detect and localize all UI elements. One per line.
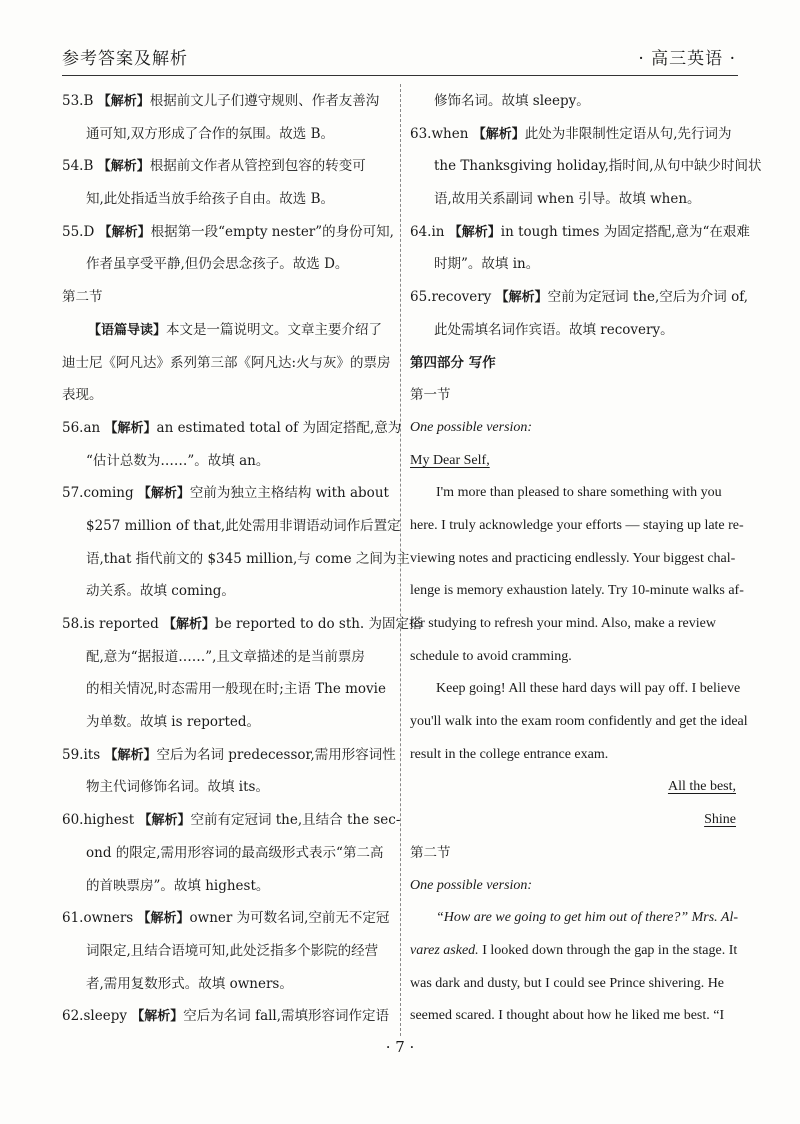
answer-56-line-1: 56.an 【解析】an estimated total of 为固定搭配,意为 [62, 419, 402, 436]
passage-guide-line-3: 表现。 [62, 387, 103, 404]
story-line-3: was dark and dusty, but I could see Prince shivering. He [410, 975, 725, 991]
answer-54-line-1: 54.B 【解析】根据前文作者从管控到包容的转变可 [62, 158, 366, 175]
answer-59-line-1: 59.its 【解析】空后为名词 predecessor,需用形容词性 [62, 746, 396, 763]
answer-57-line-2: $257 million of that,此处需用非谓语动词作后置定 [86, 517, 401, 534]
answer-53-line-1: 53.B 【解析】根据前文儿子们遵守规则、作者友善沟 [62, 93, 380, 109]
letter-signature: Shine [704, 812, 736, 828]
section-2-title: 第二节 [62, 289, 103, 306]
story-line-4: seemed scared. I thought about how he liked me best. “I [410, 1008, 725, 1024]
answer-63-line-2: the Thanksgiving holiday,指时间,从句中缺少时间状 [434, 158, 762, 175]
answer-62-line-2: 修饰名词。故填 sleepy。 [434, 93, 590, 109]
letter-line-2: here. I truly acknowledge your efforts — staying up late re- [410, 517, 744, 533]
letter-line-8: you'll walk into the exam room confidently and get the ideal [410, 714, 748, 730]
answer-65-line-1: 65.recovery 【解析】空前为定冠词 the,空后为介词 of, [410, 289, 749, 306]
answer-57-line-1: 57.coming 【解析】空前为独立主格结构 with about [62, 485, 389, 502]
letter-closing: All the best, [667, 779, 736, 795]
letter-line-1: I'm more than pleased to share something with you [436, 485, 722, 501]
answer-54-line-2: 知,此处指适当放手给孩子自由。故选 B。 [86, 191, 335, 208]
story-line-1: “How are we going to get him out of there?” Mrs. Al- [436, 910, 739, 926]
left-column [62, 85, 423, 1033]
answer-59-line-2: 物主代词修饰名词。故填 its。 [86, 779, 269, 796]
answer-61-line-1: 61.owners 【解析】owner 为可数名词,空前无不定冠 [62, 910, 390, 927]
header-rule [62, 75, 738, 76]
answer-55-line-1: 55.D 【解析】根据第一段“empty nester”的身份可知, [62, 223, 394, 240]
answer-57-line-3: 语,that 指代前文的 $345 million,与 come 之间为主 [86, 550, 410, 567]
letter-line-6: schedule to avoid cramming. [410, 648, 572, 664]
letter-line-9: result in the college entrance exam. [410, 746, 609, 762]
answer-60-line-2: ond 的限定,需用形容词的最高级形式表示“第二高 [86, 844, 384, 861]
answer-55-line-2: 作者虽享受平静,但仍会思念孩子。故选 D。 [86, 256, 349, 273]
answer-58-line-3: 的相关情况,时态需用一般现在时;主语 The movie [86, 681, 386, 698]
answer-61-line-2: 词限定,且结合语境可知,此处泛指多个影院的经营 [86, 942, 379, 959]
passage-guide-line-1: 【语篇导读】本文是一篇说明文。文章主要介绍了 [88, 321, 383, 338]
answer-60-line-1: 60.highest 【解析】空前有定冠词 the,且结合 the sec- [62, 812, 401, 829]
part-4-title: 第四部分 写作 [410, 354, 496, 371]
version-label-1: One possible version: [410, 419, 533, 435]
letter-line-4: lenge is memory exhaustion lately. Try 10-minute walks af- [410, 583, 744, 599]
letter-line-7: Keep going! All these hard days will pay off. I believe [436, 681, 741, 697]
passage-guide-line-2: 迪士尼《阿凡达》系列第三部《阿凡达:火与灰》的票房 [62, 354, 391, 371]
answer-63-line-3: 语,故用关系副词 when 引导。故填 when。 [434, 191, 701, 208]
answer-60-line-3: 的首映票房”。故填 highest。 [86, 877, 270, 894]
answer-58-line-4: 为单数。故填 is reported。 [86, 714, 261, 731]
answer-61-line-3: 者,需用复数形式。故填 owners。 [86, 975, 293, 992]
letter-line-3: viewing notes and practicing endlessly. Your biggest chal- [410, 550, 736, 566]
answer-58-line-1: 58.is reported 【解析】be reported to do sth. 为固定搭 [62, 616, 423, 632]
page-number: · 7 · [385, 1038, 415, 1056]
story-line-2: varez asked. I looked down through the gap in the stage. It [410, 942, 738, 958]
section-2-writing-title: 第二节 [410, 844, 451, 861]
version-label-2: One possible version: [410, 877, 533, 893]
answer-63-line-1: 63.when 【解析】此处为非限制性定语从句,先行词为 [410, 125, 732, 142]
answer-56-line-2: “估计总数为……”。故填 an。 [86, 452, 270, 469]
section-1-title: 第一节 [410, 387, 451, 404]
right-column [410, 85, 762, 1033]
answer-64-line-2: 时期”。故填 in。 [434, 256, 540, 273]
header-left-title: 参考答案及解析 [62, 49, 188, 69]
header-right-title: · 高三英语 · [638, 49, 736, 69]
answer-62-line-1: 62.sleepy 【解析】空后为名词 fall,需填形容词作定语 [62, 1008, 390, 1025]
letter-line-5: ter studying to refresh your mind. Also, make a review [410, 616, 716, 631]
answer-53-line-2: 通可知,双方形成了合作的氛围。故选 B。 [86, 125, 335, 142]
letter-salutation: My Dear Self, [410, 452, 490, 468]
answer-64-line-1: 64.in 【解析】in tough times 为固定搭配,意为“在艰难 [410, 223, 750, 240]
answer-58-line-2: 配,意为“据报道……”,且文章描述的是当前票房 [86, 648, 365, 665]
answer-57-line-4: 动关系。故填 coming。 [86, 583, 235, 600]
answer-65-line-2: 此处需填名词作宾语。故填 recovery。 [434, 321, 674, 338]
